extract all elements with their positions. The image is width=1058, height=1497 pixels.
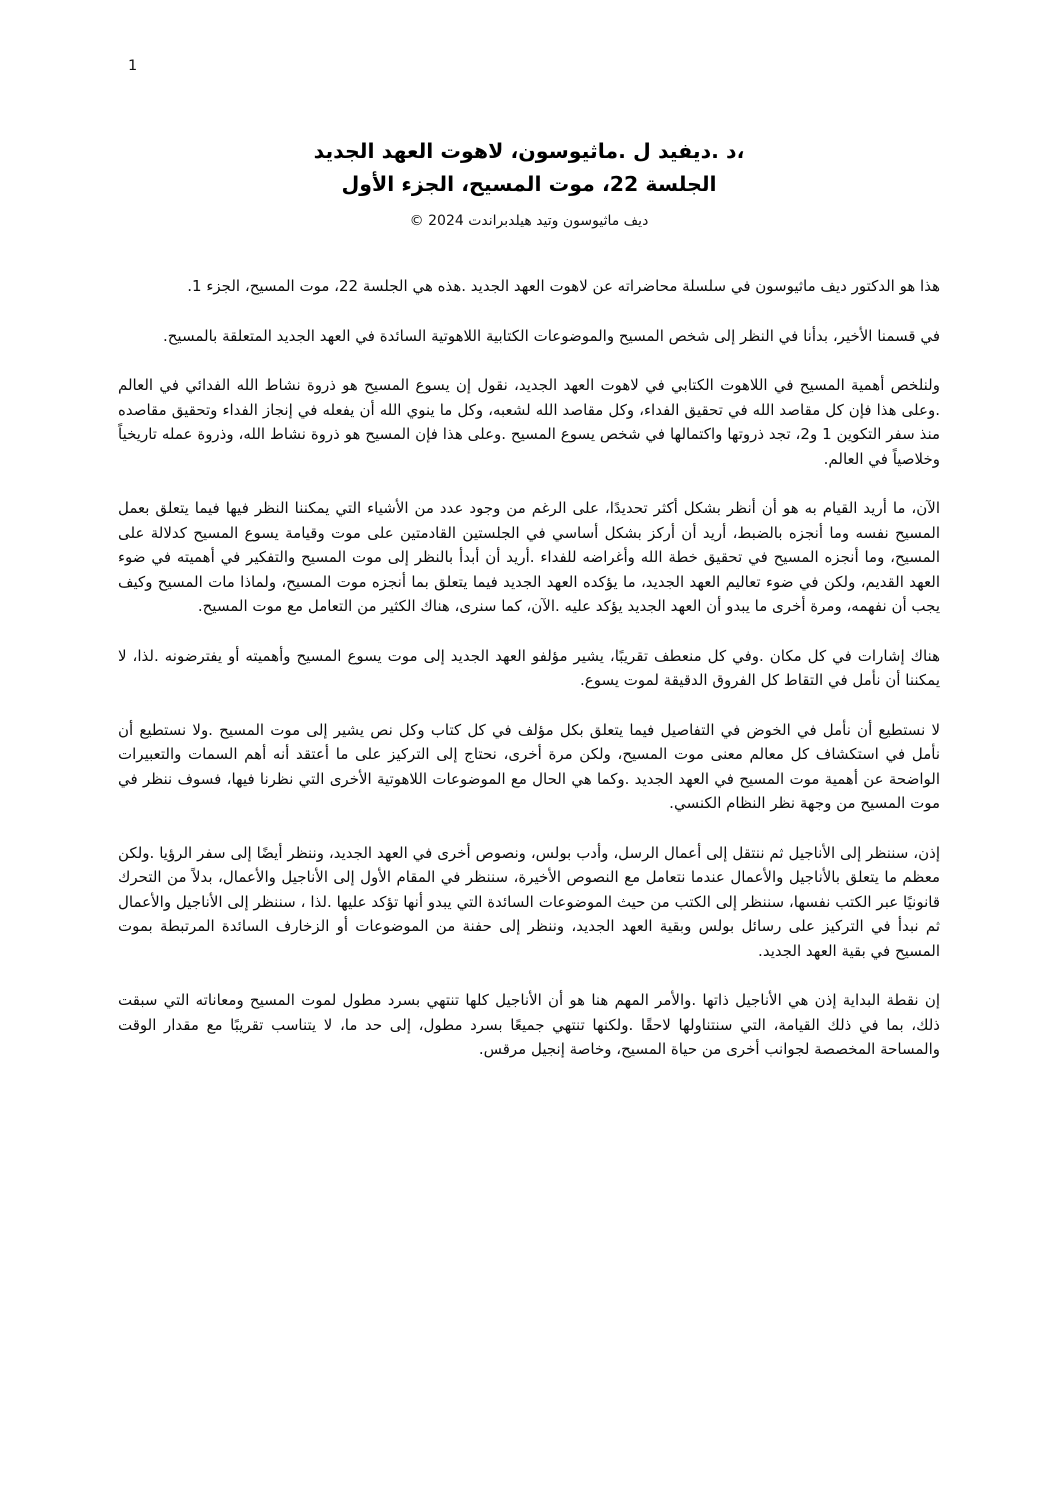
paragraph: الآن، ما أريد القيام به هو أن أنظر بشكل أكثر تحديدًا، على الرغم من وجود عدد من الأشياء التي يمكننا النظر فيها فيما يتعلق بعمل المسيح نفسه وما أنجزه بالضبط، أريد أن أركز بشكل أساسي في الجلستين القادمتين على موت وقيامة يسوع المسيح كدلالة على المسيح، وما أنجزه المسيح في تحقيق خطة الله وأغراضه للفداء .أريد أن أبدأ بالنظر إلى موت المسيح والتفكير في أهميته في ضوء العهد القديم، ولكن في ضوء تعاليم العهد الجديد، ما يؤكده العهد الجديد فيما يتعلق بما أنجزه موت المسيح، ولماذا مات المسيح وكيف يجب أن نفهمه، ومرة أخرى ما يبدو أن العهد الجديد يؤكد عليه .الآن، كما سنرى، هناك الكثير من التعامل مع موت المسيح. [118, 499, 940, 615]
document-body [118, 274, 940, 1062]
paragraph: لا نستطيع أن نأمل في الخوض في التفاصيل فيما يتعلق بكل مؤلف في كل كتاب وكل نص يشير إلى موت المسيح .ولا نستطيع أن نأمل في استكشاف كل معالم معنى موت المسيح، ولكن مرة أخرى، نحتاج إلى التركيز على ما أعتقد أنه أهم السمات والتعبيرات الواضحة عن أهمية موت المسيح في العهد الجديد .وكما هي الحال مع الموضوعات اللاهوتية الأخرى التي نظرنا فيها، فسوف ننظر في موت المسيح من وجهة نظر النظام الكنسي. [118, 720, 940, 812]
paragraph: هذا هو الدكتور ديف ماثيوسون في سلسلة محاضراته عن لاهوت العهد الجديد .هذه هي الجلسة 22، موت المسيح، الجزء 1. [187, 277, 940, 295]
paragraph: في قسمنا الأخير، بدأنا في النظر إلى شخص المسيح والموضوعات الكتابية اللاهوتية السائدة في العهد الجديد المتعلقة بالمسيح. [162, 326, 940, 345]
document-title-line-1: ،د .ديفيد ل .ماثيوسون، لاهوت العهد الجديد [313, 139, 745, 163]
document-title-line-2: الجلسة 22، موت المسيح، الجزء الأول [341, 172, 717, 196]
paragraph: إن نقطة البداية إذن هي الأناجيل ذاتها .والأمر المهم هنا هو أن الأناجيل كلها تنتهي بسرد مطول لموت المسيح ومعاناته التي سبقت ذلك، بما في ذلك القيامة، التي سنتناولها لاحقًا .ولكنها تنتهي جميعًا بسرد مطول، إلى حد ما، لا يتناسب تقريبًا مع مقدار الوقت والمساحة المخصصة لجوانب أخرى من حياة المسيح، وخاصة إنجيل مرقس. [118, 991, 940, 1058]
document-header [118, 135, 940, 232]
page-number: 1 [128, 58, 138, 74]
copyright-line: ديف ماثيوسون وتيد هيلدبراندت 2024 © [409, 213, 649, 229]
paragraph: هناك إشارات في كل مكان .وفي كل منعطف تقريبًا، يشير مؤلفو العهد الجديد إلى موت يسوع المسيح وأهميته أو يفترضونه .لذا، لا يمكننا أن نأمل في التقاط كل الفروق الدقيقة لموت يسوع. [118, 646, 940, 689]
paragraph: ولنلخص أهمية المسيح في اللاهوت الكتابي في لاهوت العهد الجديد، نقول إن يسوع المسيح هو ذروة نشاط الله الفدائي في العالم .وعلى هذا فإن كل مقاصد الله في تحقيق الفداء، وكل مقاصد الله لشعبه، وكل ما ينوي الله أن يفعله في إنجاز الفداء وتحقيق مقاصده منذ سفر التكوين 1 و2، تجد ذروتها واكتمالها في شخص يسوع المسيح .وعلى هذا فإن المسيح هو ذروة نشاط الله، وذروة عمله تاريخياً وخلاصياً في العالم. [118, 376, 941, 468]
paragraph: إذن، سننظر إلى الأناجيل ثم ننتقل إلى أعمال الرسل، وأدب بولس، ونصوص أخرى في العهد الجديد، وننظر أيضًا إلى سفر الرؤيا .ولكن معظم ما يتعلق بالأناجيل والأعمال عندما نتعامل مع النصوص الأخيرة، سننظر في المقام الأول إلى الأناجيل والأعمال، بدلاً من التحرك قانونيًا عبر الكتب نفسها، سننظر إلى الكتب من حيث الموضوعات السائدة التي يبدو أنها تؤكد عليها .لذا ، سننظر إلى الأناجيل والأعمال ثم نبدأ في التركيز على رسائل بولس وبقية العهد الجديد، وننظر إلى حفنة من الموضوعات أو الزخارف السائدة المرتبطة بموت المسيح في بقية العهد الجديد. [118, 843, 940, 960]
